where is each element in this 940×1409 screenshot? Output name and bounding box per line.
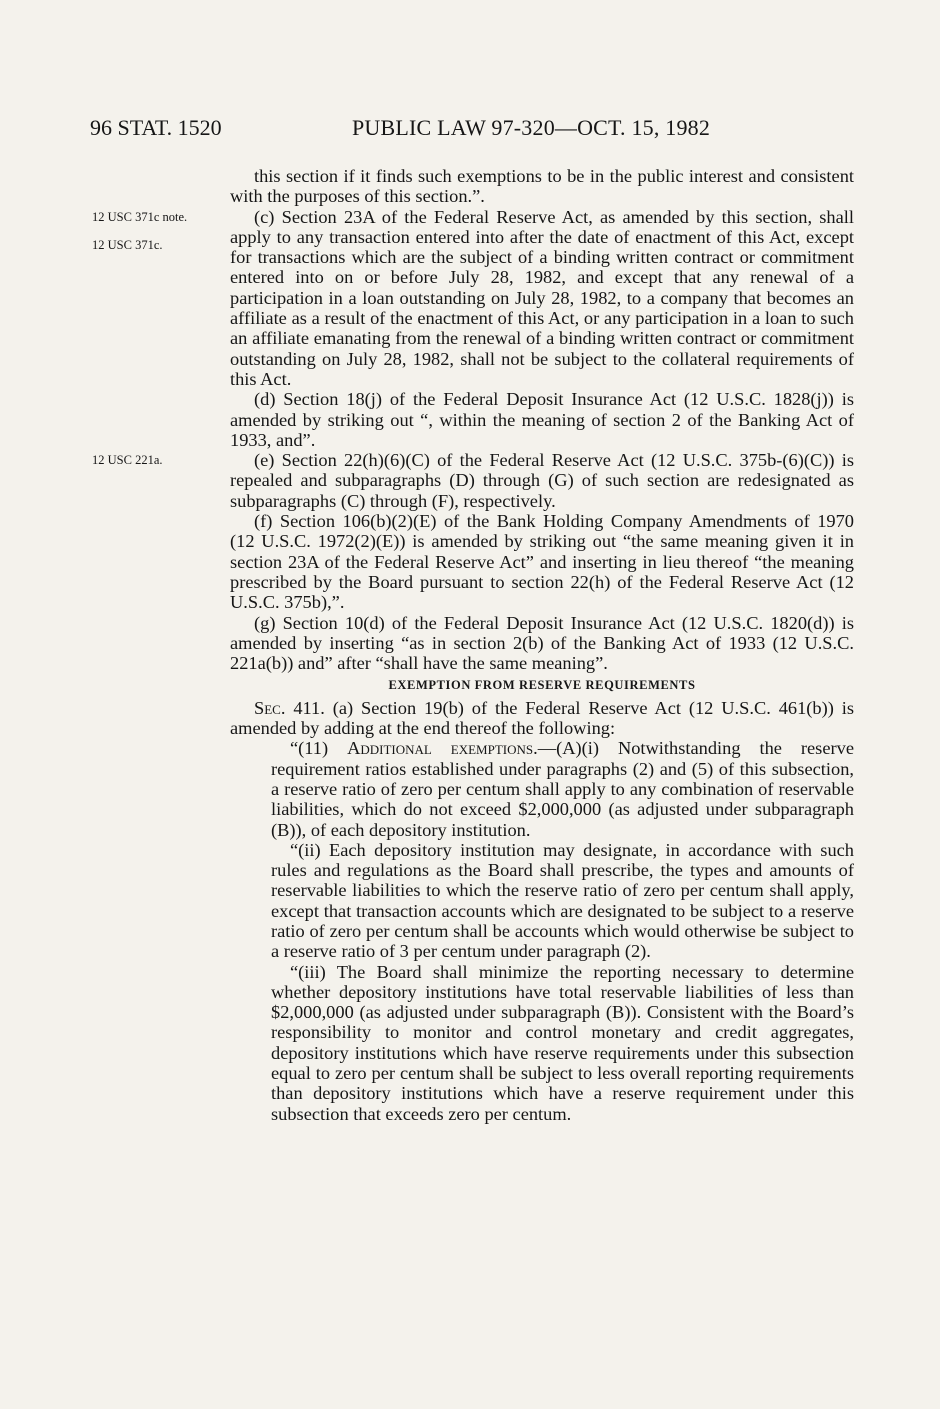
margin-note-371c: 12 USC 371c. bbox=[92, 238, 163, 252]
margin-note-221a: 12 USC 221a. bbox=[92, 453, 163, 467]
paragraph-number: “(11) bbox=[290, 738, 329, 759]
statute-body bbox=[230, 166, 854, 1124]
section-411-intro bbox=[230, 698, 854, 739]
paragraph-continuation: this section if it finds such exemptions to be in the public interest and consistent with the purposes of this section.”. bbox=[230, 166, 854, 207]
law-title: PUBLIC LAW 97-320—OCT. 15, 1982 bbox=[352, 115, 711, 140]
quoted-clause-ii: “(ii) Each depository institution may designate, in accordance with such rules and regulations as the Board shall prescribe, the types and amounts of reservable liabilities to which the reserve ratio of zero per centum shall apply, except that transaction accounts which are designated to be subject to a reserve ratio of zero per centum shall be accounts which would otherwise be subject to a reserve ratio of 3 per centum under paragraph (2). bbox=[271, 839, 854, 962]
paragraph-c: (c) Section 23A of the Federal Reserve Act, as amended by this section, shall apply to any transaction entered into after the date of enactment of this Act, except for transactions which are the subject of a binding written contract or commitment entered into on or before July 28, 1982, and except that any renewal of a participation in a loan outstanding on July 28, 1982, to a company that becomes an affiliate as a result of the enactment of this Act, or any participation in a loan to such an affiliate emanating from the renewal of a binding written contract or commitment outstanding on July 28, 1982, shall not be subject to the collateral requirements of this Act. bbox=[230, 206, 854, 389]
section-heading: EXEMPTION FROM RESERVE REQUIREMENTS bbox=[388, 678, 696, 693]
paragraph-e: (e) Section 22(h)(6)(C) of the Federal Reserve Act (12 U.S.C. 375b-(6)(C)) is repealed and subparagraphs (D) through (G) of such section are redesignated as subparagraphs (C) through (F), respectively. bbox=[230, 450, 854, 511]
quoted-paragraph-11 bbox=[230, 738, 854, 839]
section-label: Sec. 411. bbox=[254, 697, 325, 718]
margin-note-371c-note: 12 USC 371c note. bbox=[92, 210, 188, 224]
paragraph-d: (d) Section 18(j) of the Federal Deposit Insurance Act (12 U.S.C. 1828(j)) is amended by striking out “, within the meaning of section 2 of the Banking Act of 1933, and”. bbox=[230, 389, 854, 450]
paragraph-g: (g) Section 10(d) of the Federal Deposit Insurance Act (12 U.S.C. 1820(d)) is amended by inserting “as in section 2(b) of the Banking Act of 1933 (12 U.S.C. 221a(b)) and” after “shall have the same meaning”. bbox=[230, 612, 854, 674]
quoted-clause-iii: “(iii) The Board shall minimize the reporting necessary to determine whether depository institutions have total reservable liabilities of less than $2,000,000 (as adjusted under subparagraph (B)). Consistent with the Board’s responsibility to monitor and control monetary and credit aggregates, depository institutions which have reserve requirements under this subsection equal to zero per centum shall be subject to less overall reporting requirements than depository institutions which have a reserve requirement under this subsection that exceeds zero per centum. bbox=[271, 961, 854, 1124]
stat-reference: 96 STAT. 1520 bbox=[90, 115, 222, 140]
page-header bbox=[90, 115, 850, 145]
section-411-text: (a) Section 19(b) of the Federal Reserve Act (12 U.S.C. 461(b)) is amended by adding at the end thereof the following: bbox=[230, 697, 854, 739]
paragraph-11-text: —(A)(i) Notwithstanding the reserve requirement ratios established under paragraphs (2) and (5) of this subsection, a reserve ratio of zero per centum shall apply to any combination of reservable liabilities, which do not exceed $2,000,000 (as adjusted under subparagraph (B)), of each depository institution. bbox=[271, 738, 854, 840]
paragraph-f: (f) Section 106(b)(2)(E) of the Bank Holding Company Amendments of 1970 (12 U.S.C. 1972(2)(E)) is amended by striking out “the same meaning given it in section 23A of the Federal Reserve Act” and inserting in lieu thereof “the meaning prescribed by the Board pursuant to section 22(h) of the Federal Reserve Act (12 U.S.C. 375b),”. bbox=[230, 511, 854, 613]
paragraph-caption: Additional exemptions. bbox=[347, 738, 538, 759]
